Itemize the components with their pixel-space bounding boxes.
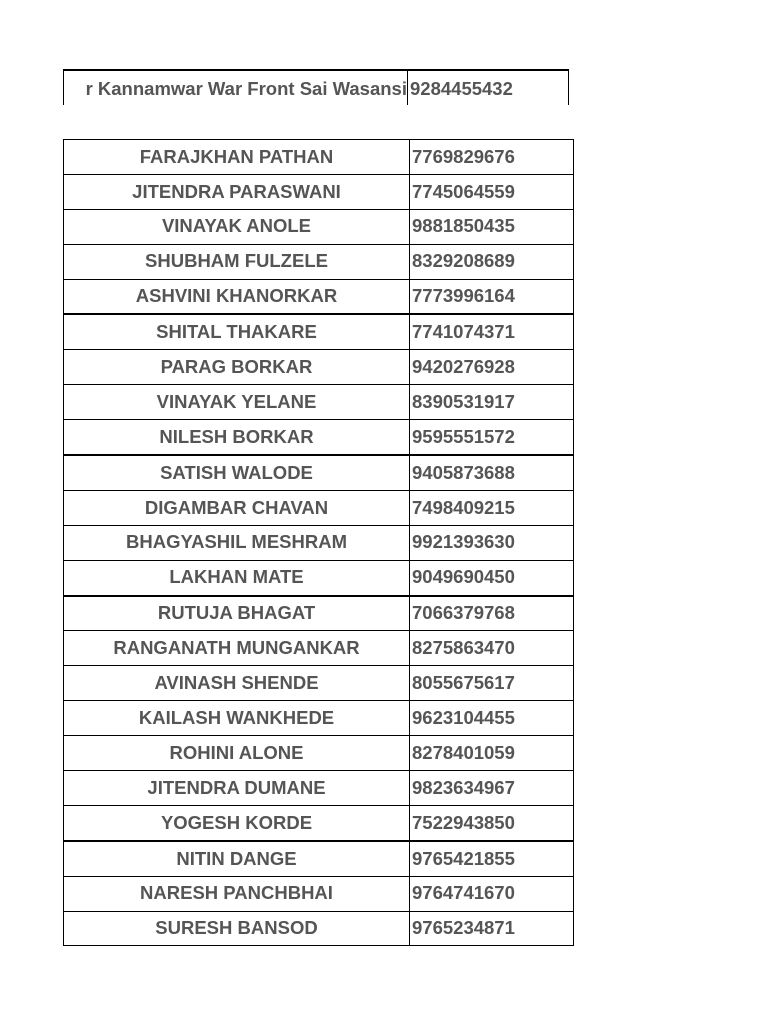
phone-cell: 9881850435: [410, 209, 574, 244]
phone-cell: 9921393630: [410, 525, 574, 560]
name-cell: JITENDRA DUMANE: [64, 771, 410, 806]
phone-cell: 7066379768: [410, 596, 574, 631]
contacts-table: [63, 139, 574, 946]
name-cell: BHAGYASHIL MESHRAM: [64, 525, 410, 560]
table-row: [64, 596, 574, 631]
table-row: [64, 701, 574, 736]
table-row: [64, 805, 574, 840]
table-row: [64, 560, 574, 595]
phone-cell: 9420276928: [410, 350, 574, 385]
phone-cell: 8055675617: [410, 666, 574, 701]
table-row: [64, 736, 574, 771]
name-cell: KAILASH WANKHEDE: [64, 701, 410, 736]
table-row: [64, 876, 574, 911]
name-cell: PARAG BORKAR: [64, 350, 410, 385]
name-cell: ROHINI ALONE: [64, 736, 410, 771]
name-cell: NITIN DANGE: [64, 841, 410, 876]
name-cell: ASHVINI KHANORKAR: [64, 279, 410, 314]
phone-cell: 9595551572: [410, 420, 574, 455]
name-cell: SURESH BANSOD: [64, 911, 410, 946]
phone-cell: 7769829676: [410, 140, 574, 175]
name-cell: VINAYAK YELANE: [64, 385, 410, 420]
name-cell: VINAYAK ANOLE: [64, 209, 410, 244]
name-cell: AVINASH SHENDE: [64, 666, 410, 701]
table-row: [64, 140, 574, 175]
name-cell: NILESH BORKAR: [64, 420, 410, 455]
phone-cell: 8278401059: [410, 736, 574, 771]
table-row: [64, 244, 574, 279]
table-row: [64, 314, 574, 349]
name-cell: DIGAMBAR CHAVAN: [64, 490, 410, 525]
table-row: [64, 455, 574, 490]
header-phone-text: 9284455432: [410, 78, 513, 99]
name-cell: LAKHAN MATE: [64, 560, 410, 595]
name-cell: SHITAL THAKARE: [64, 314, 410, 349]
phone-cell: 9765234871: [410, 911, 574, 946]
phone-cell: 9764741670: [410, 876, 574, 911]
header-phone-cell: [408, 71, 569, 105]
phone-cell: 7522943850: [410, 805, 574, 840]
name-cell: YOGESH KORDE: [64, 805, 410, 840]
name-cell: FARAJKHAN PATHAN: [64, 140, 410, 175]
phone-cell: 9623104455: [410, 701, 574, 736]
name-cell: JITENDRA PARASWANI: [64, 174, 410, 209]
phone-cell: 8390531917: [410, 385, 574, 420]
phone-cell: 8329208689: [410, 244, 574, 279]
table-row: [64, 490, 574, 525]
table-row: [64, 841, 574, 876]
phone-cell: 7741074371: [410, 314, 574, 349]
phone-cell: 7745064559: [410, 174, 574, 209]
name-cell: SATISH WALODE: [64, 455, 410, 490]
table-row: [64, 631, 574, 666]
name-cell: RANGANATH MUNGANKAR: [64, 631, 410, 666]
table-row: [64, 174, 574, 209]
table-row: [64, 911, 574, 946]
table-row: [64, 279, 574, 314]
phone-cell: 7773996164: [410, 279, 574, 314]
table-row: [64, 385, 574, 420]
name-cell: SHUBHAM FULZELE: [64, 244, 410, 279]
table-row: [64, 771, 574, 806]
header-name-cell: [63, 71, 408, 105]
phone-cell: 7498409215: [410, 490, 574, 525]
phone-cell: 9823634967: [410, 771, 574, 806]
phone-cell: 9405873688: [410, 455, 574, 490]
header-row: [63, 69, 569, 105]
phone-cell: 8275863470: [410, 631, 574, 666]
table-row: [64, 209, 574, 244]
phone-cell: 9049690450: [410, 560, 574, 595]
name-cell: NARESH PANCHBHAI: [64, 876, 410, 911]
header-name-text: r Kannamwar War Front Sai Wasansi: [85, 78, 407, 99]
phone-cell: 9765421855: [410, 841, 574, 876]
table-row: [64, 666, 574, 701]
name-cell: RUTUJA BHAGAT: [64, 596, 410, 631]
table-row: [64, 350, 574, 385]
table-row: [64, 525, 574, 560]
table-row: [64, 420, 574, 455]
